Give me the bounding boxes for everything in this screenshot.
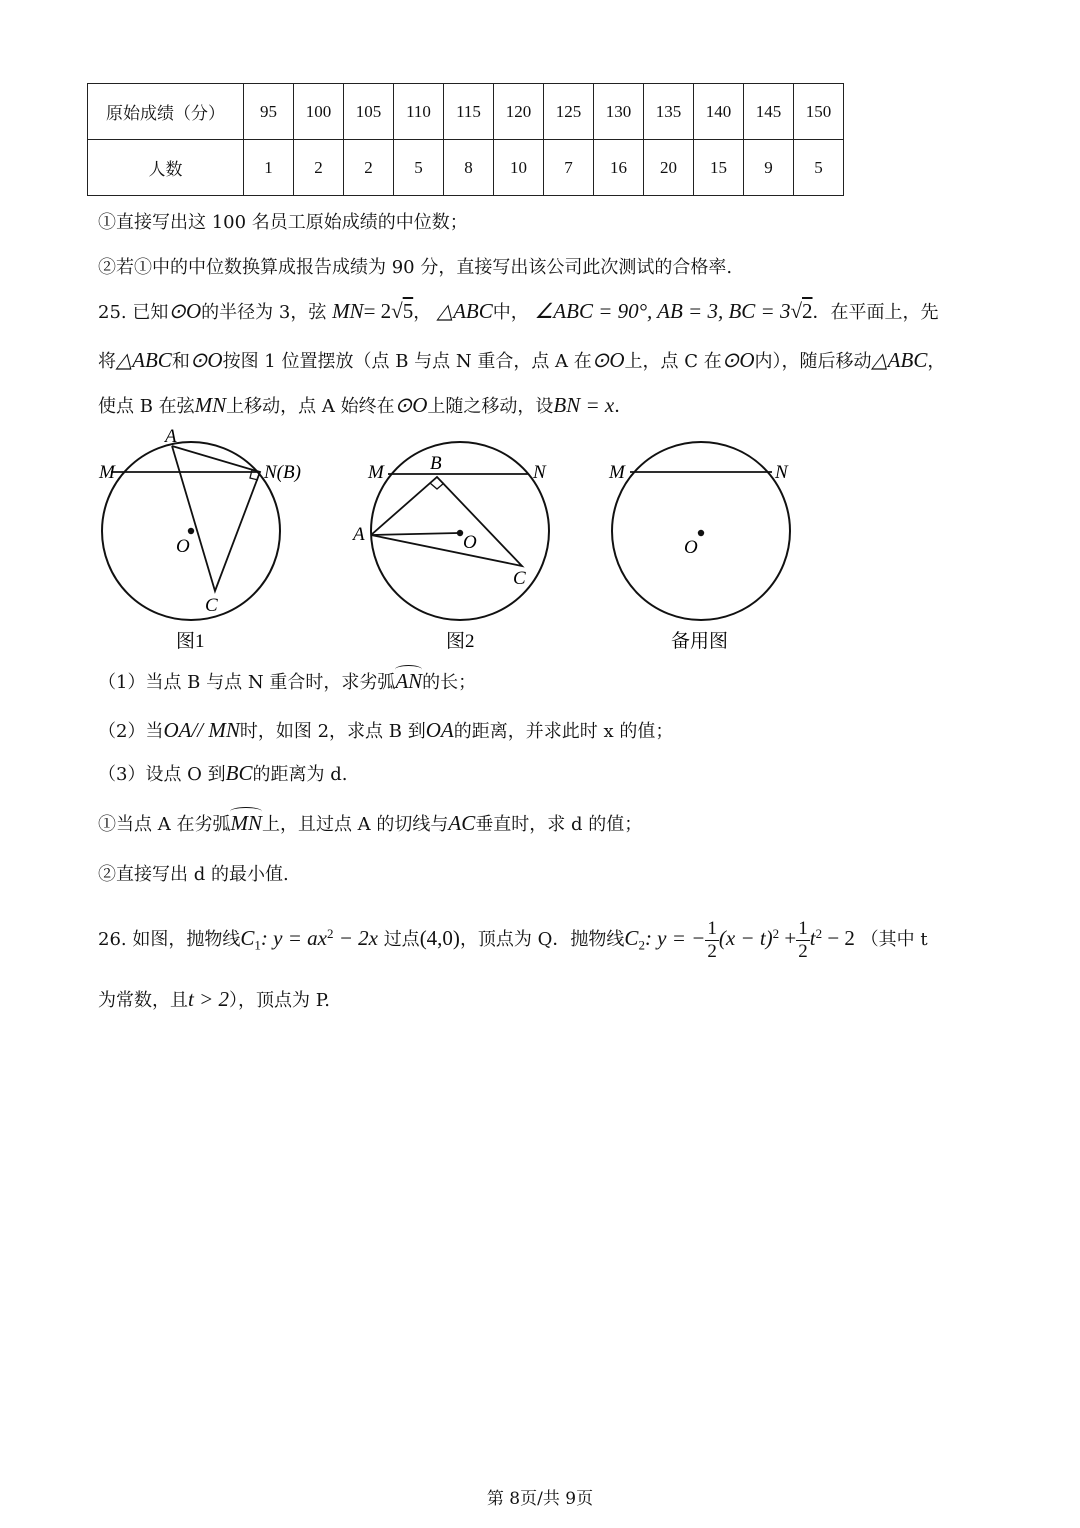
q25-line3 [98, 392, 632, 418]
table-cell: 1 [244, 140, 294, 196]
math-radicand: 2 [802, 299, 813, 323]
circle-o: ⊙O [168, 299, 202, 323]
right-angle-mark [430, 483, 444, 489]
text: 上，点 C 在 [624, 351, 722, 372]
denominator: 2 [707, 940, 717, 962]
fig2-caption: 图2 [446, 631, 475, 652]
math-eq1: : y = ax [260, 926, 327, 950]
text: 上随之移动，设 [427, 396, 554, 417]
table-cell: 2 [344, 140, 394, 196]
math-point: (4,0) [419, 926, 460, 950]
label-m: M [609, 462, 625, 483]
denominator: 2 [798, 940, 808, 962]
table-cell: 100 [294, 84, 344, 140]
q25-line2 [98, 347, 945, 373]
geometry-figures [85, 425, 825, 655]
text: ．在平面上，先 [812, 302, 939, 323]
center-dot [698, 530, 704, 536]
math-sup: 2 [326, 926, 334, 941]
triangle-abc-fig1 [172, 446, 260, 591]
circle-o: ⊙O [189, 348, 223, 372]
table-cell: 20 [644, 140, 694, 196]
math-sup: 2 [815, 926, 823, 941]
text: 和 [171, 351, 190, 372]
circle-o: ⊙O [721, 348, 755, 372]
text: 时，如图 2，求点 B 到 [239, 721, 426, 742]
math-triangle: △ABC [871, 348, 928, 372]
center-dot [188, 528, 194, 534]
math: = 2 [363, 299, 392, 323]
text: 过点 [383, 929, 420, 950]
label-o: O [684, 537, 698, 558]
fig1-caption: 图1 [176, 631, 205, 652]
text: （1）当点 B 与点 N 重合时，求劣弧 [98, 672, 396, 693]
table-header-count: 人数 [88, 140, 244, 196]
table-cell: 10 [494, 140, 544, 196]
math-eq2a: : y = − [644, 926, 706, 950]
q25-line1 [98, 298, 939, 324]
q25-sub3-part2: ②直接写出 d 的最小值. [98, 864, 289, 885]
label-c: C [205, 595, 218, 616]
math-oa-mn: OA// MN [163, 718, 240, 742]
math-bn: BN = x [553, 393, 615, 417]
text: 已知 [132, 302, 169, 323]
text: ． [614, 396, 633, 417]
table-row-scores [88, 84, 844, 140]
q25-sub2 [98, 717, 673, 743]
text: 使点 B 在弦 [98, 396, 195, 417]
table-cell: 135 [644, 84, 694, 140]
math-eq2b: (x − t) [718, 926, 773, 950]
math-mn: MN [194, 393, 227, 417]
score-table [87, 83, 844, 196]
page-footer: 第 8页/共 9页 [486, 1489, 594, 1509]
table-cell: 110 [394, 84, 444, 140]
math-sub: 1 [254, 937, 261, 953]
fig3-caption: 备用图 [671, 631, 729, 652]
label-n: N [775, 462, 788, 483]
text: 的距离，并求此时 x 的值； [453, 721, 674, 742]
math-eq2c: + [779, 926, 797, 950]
math-eq2d: t [809, 926, 816, 950]
numerator: 1 [707, 917, 717, 939]
text: ①当点 A 在劣弧 [98, 814, 231, 835]
text: 如图，抛物线 [132, 929, 241, 950]
math-triangle: △ABC [436, 299, 493, 323]
text: 的长； [422, 672, 477, 693]
math-triangle: △ABC [116, 348, 172, 372]
question-number: 25. [98, 302, 127, 323]
table-cell: 7 [544, 140, 594, 196]
text: ，顶点为 Q．抛物线 [459, 929, 625, 950]
numerator: 1 [798, 917, 808, 939]
table-cell: 95 [244, 84, 294, 140]
text: 将 [98, 351, 116, 372]
math-angle: ∠ABC = 90°, AB = 3, BC = 3 [534, 299, 791, 323]
q25-sub3-part1 [98, 810, 642, 836]
text: 的距离为 d. [252, 764, 348, 785]
table-row-counts [88, 140, 844, 196]
label-a: A [165, 426, 177, 447]
math-ac: AC [448, 811, 476, 835]
fraction-half [796, 918, 810, 963]
math-bc: BC [225, 761, 253, 785]
label-o: O [176, 536, 190, 557]
figure-spare [608, 442, 790, 652]
text: ， [927, 351, 946, 372]
table-header-score: 原始成绩（分） [88, 84, 244, 140]
circle-o: ⊙O [591, 348, 625, 372]
math-sup: 2 [772, 926, 780, 941]
q25-sub1 [98, 668, 476, 694]
table-cell: 145 [744, 84, 794, 140]
table-cell: 105 [344, 84, 394, 140]
q26-line1 [98, 912, 928, 968]
text: 为常数，且 [98, 990, 188, 1011]
math-eq1b: − 2x [333, 926, 378, 950]
math-oa: OA [425, 718, 454, 742]
table-cell: 5 [794, 140, 844, 196]
math-c2: C [624, 926, 639, 950]
label-m: M [368, 462, 384, 483]
table-cell: 140 [694, 84, 744, 140]
triangle-abc-fig2 [371, 477, 522, 566]
table-cell: 5 [394, 140, 444, 196]
math-mn: MN [332, 299, 364, 323]
label-c: C [513, 568, 526, 589]
q24-part1: ①直接写出这 100 名员工原始成绩的中位数； [98, 212, 468, 233]
table-cell: 2 [294, 140, 344, 196]
label-a: A [353, 524, 365, 545]
text: 内），随后移动 [754, 351, 872, 372]
text: （2）当 [98, 721, 164, 742]
text: 按图 1 位置摆放（点 B 与点 N 重合，点 A 在 [222, 351, 592, 372]
text: 上移动，点 A 始终在 [226, 396, 395, 417]
question-number: 26. [98, 929, 127, 950]
segment-oa [371, 533, 459, 535]
q26-line2 [98, 986, 330, 1012]
fraction-half [705, 918, 719, 963]
table-cell: 150 [794, 84, 844, 140]
text: 上，且过点 A 的切线与 [261, 814, 449, 835]
text: 中， [492, 302, 529, 323]
q25-sub3 [98, 760, 347, 786]
arc-an: AN [395, 669, 423, 693]
table-cell: 9 [744, 140, 794, 196]
table-cell: 115 [444, 84, 494, 140]
text: ），顶点为 P. [229, 990, 330, 1011]
sqrt-symbol: √ [391, 299, 403, 323]
table-cell: 120 [494, 84, 544, 140]
table-cell: 125 [544, 84, 594, 140]
label-nb: N(B) [264, 462, 301, 483]
math-c1: C [240, 926, 255, 950]
math-sub: 2 [638, 937, 645, 953]
figure-1 [98, 426, 301, 652]
label-b: B [430, 453, 442, 474]
math-radicand: 5 [402, 299, 414, 323]
text: （3）设点 O 到 [98, 764, 226, 785]
table-cell: 8 [444, 140, 494, 196]
label-o: O [463, 532, 477, 553]
label-m: M [99, 462, 115, 483]
math-cond: t > 2 [188, 987, 230, 1011]
circle-o: ⊙O [394, 393, 428, 417]
text: 的半径为 3，弦 [201, 302, 327, 323]
arc-mn: MN [230, 811, 262, 835]
text: 垂直时，求 d 的值； [475, 814, 643, 835]
q24-part2: ②若①中的中位数换算成报告成绩为 90 分，直接写出该公司此次测试的合格率. [98, 257, 733, 278]
math-eq2e: − 2 [822, 926, 855, 950]
text: ， [413, 302, 432, 323]
figure-2 [351, 442, 549, 652]
text: （其中 t [860, 929, 928, 950]
sqrt-symbol: √ [790, 299, 803, 323]
table-cell: 130 [594, 84, 644, 140]
table-cell: 16 [594, 140, 644, 196]
table-cell: 15 [694, 140, 744, 196]
label-n: N [533, 462, 546, 483]
